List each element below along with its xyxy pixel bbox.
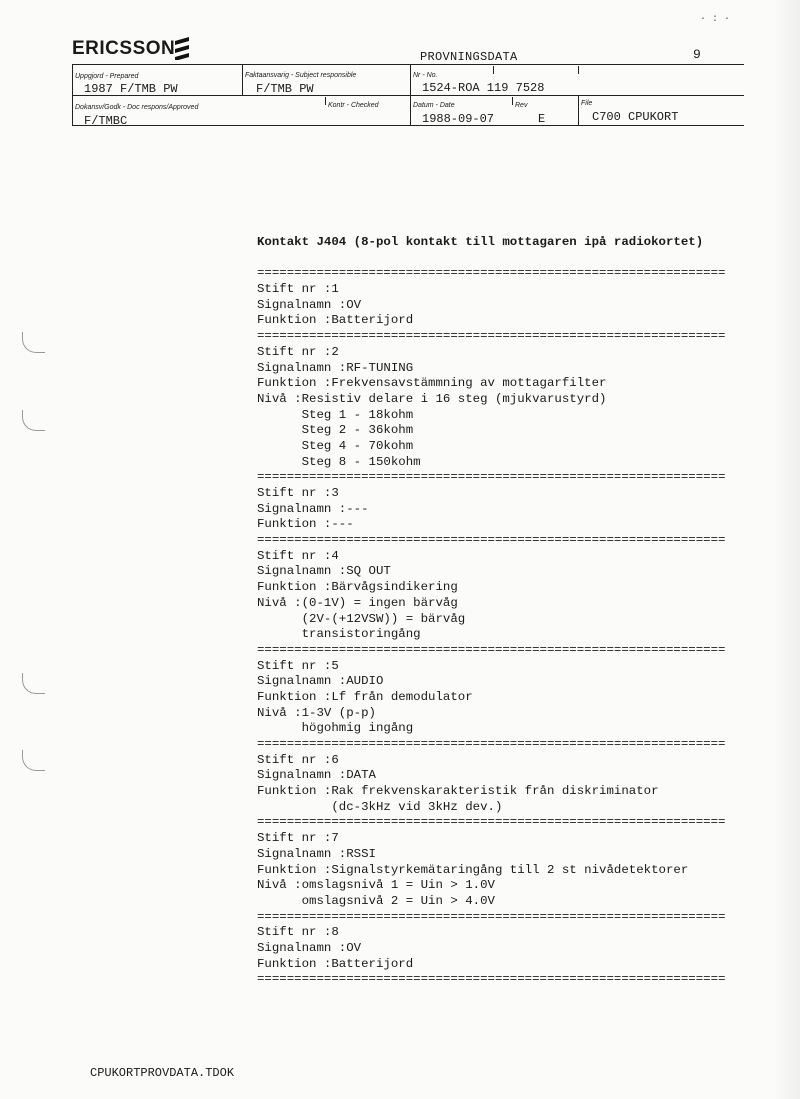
spec-line: Steg 2 - 36kohm [257, 423, 414, 438]
date-caption: Datum - Date [413, 102, 455, 109]
spec-line: Signalnamn :RF-TUNING [257, 360, 414, 375]
separator-line: =============================================================== [257, 470, 726, 485]
separator-line: =============================================================== [257, 815, 726, 830]
spec-line: Nivå :(0-1V) = ingen bärvåg [257, 595, 458, 610]
binder-hole [22, 750, 45, 771]
rule [578, 96, 579, 126]
spec-line: Funktion :Batterijord [257, 313, 414, 328]
rule [72, 125, 744, 126]
spec-line: Signalnamn :OV [257, 297, 362, 312]
separator-line: =============================================================== [257, 909, 726, 924]
rule [72, 64, 73, 126]
spec-line: Stift nr :5 [257, 658, 339, 673]
spec-line: Signalnamn :DATA [257, 768, 376, 783]
date-value: 1988-09-07 [422, 112, 495, 126]
page-number: 9 [693, 47, 701, 62]
separator-line: =============================================================== [257, 266, 726, 281]
separator-line: =============================================================== [257, 642, 726, 657]
spec-line: Stift nr :6 [257, 752, 339, 767]
spec-line: Stift nr :3 [257, 486, 339, 500]
spec-line: Nivå :1-3V (p-p) [257, 705, 376, 720]
spec-line: Steg 1 - 18kohm [257, 407, 414, 422]
spec-line: Funktion :Lf från demodulator [257, 689, 473, 704]
separator-line: =============================================================== [257, 533, 726, 548]
separator-line: =============================================================== [257, 329, 726, 344]
ericsson-logo-icon [172, 36, 192, 60]
connector-spec-listing [257, 235, 725, 988]
rev-caption: Rev [515, 102, 528, 109]
spec-line: Stift nr :8 [257, 925, 339, 940]
subject-value: F/TMB PW [256, 82, 314, 96]
prepared-value: 1987 F/TMB PW [84, 82, 178, 96]
spec-line: Stift nr :4 [257, 548, 339, 563]
spec-line: Stift nr :1 [257, 282, 339, 297]
spec-line: högohmig ingång [257, 721, 414, 736]
prepared-caption: Uppgjord - Prepared [75, 73, 139, 80]
subject-caption: Faktaansvarig - Subject responsible [245, 72, 357, 79]
rev-value: E [538, 112, 546, 126]
binder-hole [22, 410, 45, 431]
scan-speck: · : · [700, 14, 731, 25]
spec-line: (dc-3kHz vid 3kHz dev.) [257, 799, 503, 814]
rule [72, 64, 744, 65]
file-value: C700 CPUKORT [592, 110, 679, 124]
spec-line [257, 251, 725, 267]
number-value: 1524-ROA 119 7528 [422, 81, 545, 95]
spec-line: Funktion :Batterijord [257, 956, 414, 971]
spec-line: Funktion :Rak frekvenskarakteristik från diskriminator [257, 784, 659, 799]
spec-line: Nivå :Resistiv delare i 16 steg (mjukvarustyrd) [257, 391, 607, 406]
approved-value: F/TMBC [84, 114, 128, 128]
spec-line: Signalnamn :SQ OUT [257, 564, 391, 579]
spec-line: Stift nr :2 [257, 344, 339, 359]
spec-line: transistoringång [257, 627, 421, 642]
spec-line: Signalnamn :RSSI [257, 846, 376, 861]
header-table [72, 64, 744, 126]
spec-line: Signalnamn :AUDIO [257, 674, 384, 689]
spec-line: Funktion :--- [257, 517, 354, 532]
spec-line: Signalnamn :OV [257, 940, 362, 955]
rule [325, 97, 326, 105]
ericsson-logo-text: ERICSSON [72, 38, 176, 59]
page-edge-shadow [774, 0, 800, 1099]
file-caption: File [581, 100, 593, 107]
section-heading: Kontakt J404 (8-pol kontakt till mottagaren ipå radiokortet) [257, 235, 704, 249]
spec-line: Funktion :Frekvensavstämmning av mottagarfilter [257, 376, 607, 391]
spec-line: Funktion :Bärvågsindikering [257, 580, 458, 595]
checked-caption: Kontr - Checked [328, 102, 379, 109]
separator-line: =============================================================== [257, 737, 726, 751]
rule [242, 64, 243, 95]
rule [578, 66, 579, 74]
spec-line: Stift nr :7 [257, 831, 339, 846]
number-caption: Nr - No. [413, 72, 438, 79]
binder-hole [22, 673, 45, 694]
spec-line: Steg 4 - 70kohm [257, 438, 414, 453]
approved-caption: Dokansv/Godk - Doc respons/Approved [75, 104, 199, 111]
binder-hole [22, 332, 45, 353]
spec-line: Steg 8 - 150kohm [257, 454, 421, 469]
footer-filename: CPUKORTPROVDATA.TDOK [90, 1066, 235, 1080]
rule [493, 66, 494, 74]
document-title: PROVNINGSDATA [420, 50, 518, 64]
spec-line: omslagsnivå 2 = Uin > 4.0V [257, 893, 495, 908]
rule [410, 64, 411, 126]
spec-line: (2V-(+12VSW)) = bärvåg [257, 611, 466, 626]
rule [512, 97, 513, 105]
spec-line: Signalnamn :--- [257, 501, 369, 516]
spec-line: Funktion :Signalstyrkemätaringång till 2 st nivådetektorer [257, 862, 689, 877]
separator-line: =============================================================== [257, 972, 726, 987]
spec-line: Nivå :omslagsnivå 1 = Uin > 1.0V [257, 878, 495, 893]
